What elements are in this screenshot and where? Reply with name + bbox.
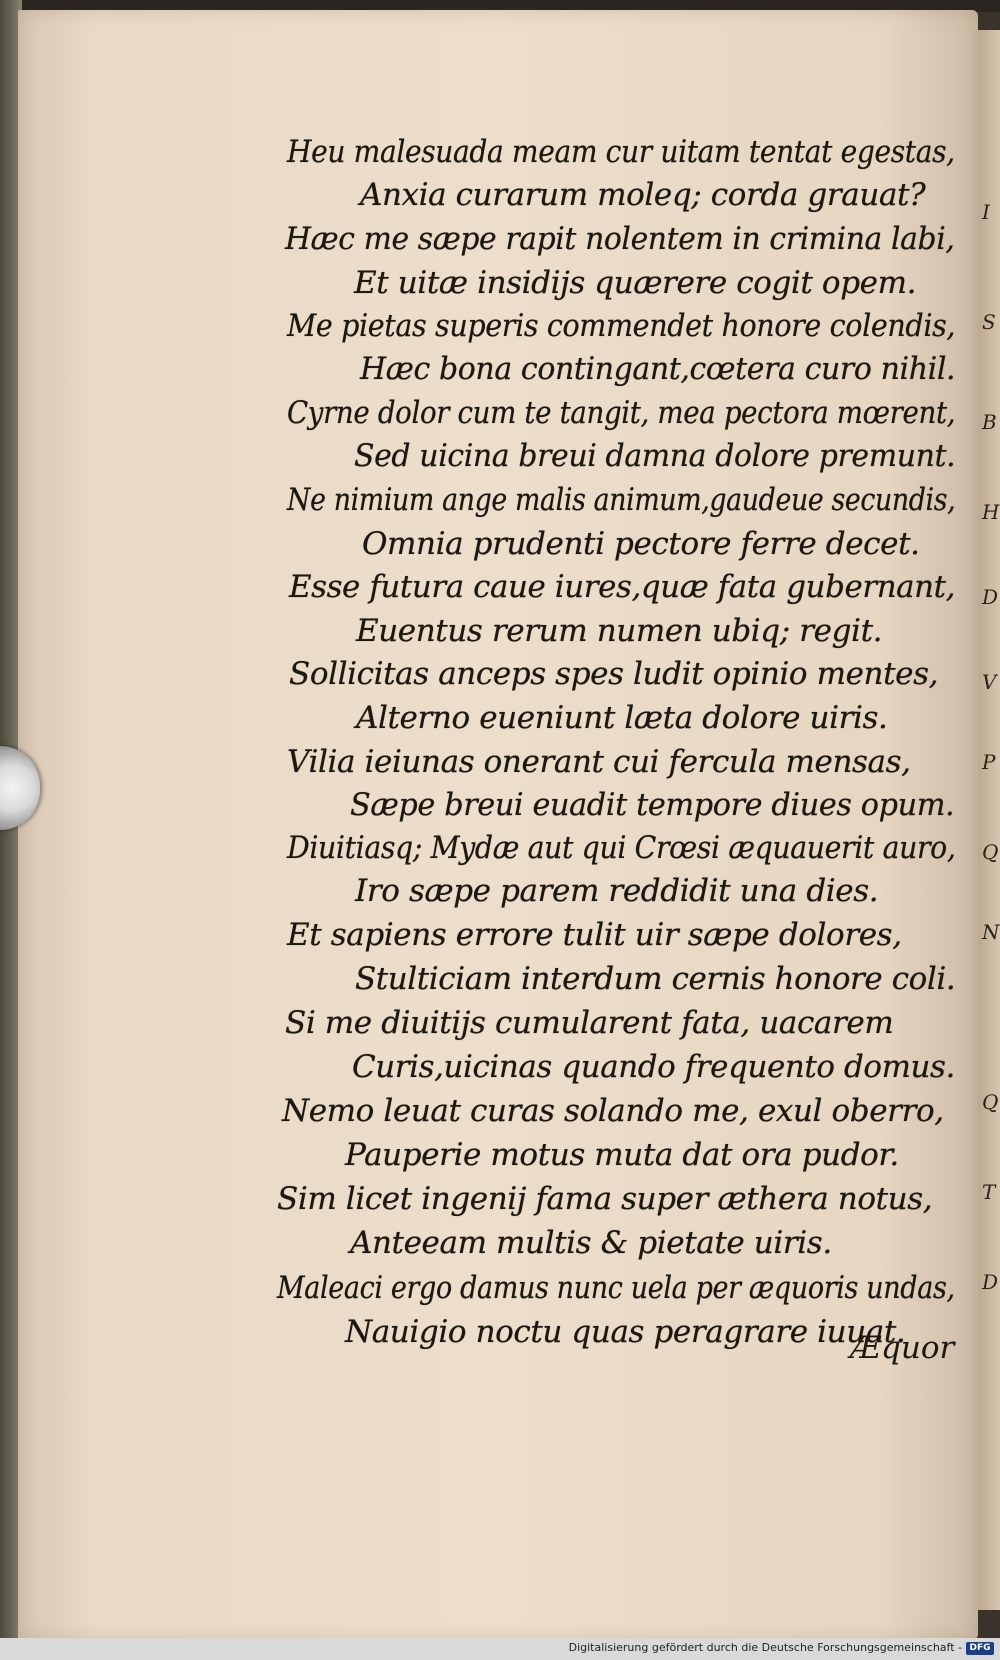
poem-line: Nauigio noctu quas peragrare iuuat.: [345, 1314, 906, 1350]
poem-line: Si me diuitijs cumularent fata, uacarem: [285, 1005, 894, 1041]
poem-line: Et sapiens errore tulit uir sæpe dolores,: [287, 917, 902, 953]
catchword: Æquor: [850, 1330, 955, 1366]
poem-line: Diuitiasq; Mydæ aut qui Crœsi æquauerit auro,: [287, 830, 956, 866]
next-page-letter: V: [982, 670, 997, 694]
poem-line: Hæc bona contingant,cœtera curo nihil.: [360, 351, 956, 387]
poem-line: Iro sæpe parem reddidit una dies.: [355, 873, 879, 909]
poem-line: Anxia curarum moleq; corda grauat?: [360, 177, 926, 213]
poem-line: Maleaci ergo damus nunc uela per æquoris undas,: [277, 1270, 955, 1306]
next-page-letter: I: [982, 200, 990, 224]
poem-line: Esse futura caue iures,quæ fata gubernant,: [289, 569, 956, 605]
poem-line: Et uitæ insidijs quærere cogit opem.: [354, 265, 917, 301]
next-page-letter: H: [982, 500, 1000, 524]
poem-line: Sæpe breui euadit tempore diues opum.: [350, 787, 955, 823]
poem-line: Curis,uicinas quando frequento domus.: [352, 1049, 955, 1085]
next-page-letter: P: [982, 750, 996, 774]
poem-line: Heu malesuada meam cur uitam tentat egestas,: [287, 134, 955, 170]
poem-line: Stulticiam interdum cernis honore coli.: [355, 961, 956, 997]
next-page-letter: S: [982, 310, 996, 334]
next-page-letter: T: [982, 1180, 996, 1204]
next-page-letter: Q: [982, 1090, 999, 1114]
poem-line: Sollicitas anceps spes ludit opinio mentes,: [289, 656, 939, 692]
next-page-letter: D: [982, 1270, 999, 1294]
next-page-letter: Q: [982, 840, 999, 864]
poem-line: Alterno eueniunt læta dolore uiris.: [356, 700, 888, 736]
poem-line: Pauperie motus muta dat ora pudor.: [345, 1137, 899, 1173]
next-page-letter: N: [982, 920, 1000, 944]
dfg-logo-icon: DFG: [966, 1642, 994, 1655]
poem-line: Nemo leuat curas solando me, exul oberro,: [282, 1093, 944, 1129]
next-page-letter: D: [982, 585, 999, 609]
poem-line: Euentus rerum numen ubiq; regit.: [356, 613, 883, 649]
next-page-letter: B: [982, 410, 997, 434]
poem-line: Sed uicina breui damna dolore premunt.: [354, 438, 956, 474]
digitization-footer: [0, 1638, 1000, 1660]
poem-line: Anteeam multis & pietate uiris.: [350, 1225, 832, 1261]
poem-line: Me pietas superis commendet honore colendis,: [287, 308, 956, 344]
poem-line: Cyrne dolor cum te tangit, mea pectora mœrent,: [287, 395, 956, 431]
footer-credit-text: Digitalisierung gefördert durch die Deutsche Forschungsgemeinschaft -: [568, 1641, 962, 1654]
poem-line: Sim licet ingenij fama super æthera notus,: [277, 1181, 933, 1217]
poem-line: Vilia ieiunas onerant cui fercula mensas,: [287, 744, 911, 780]
poem-line: Ne nimium ange malis animum,gaudeue secundis,: [287, 482, 956, 518]
poem-line: Omnia prudenti pectore ferre decet.: [362, 526, 920, 562]
poem-line: Hæc me sæpe rapit nolentem in crimina labi,: [285, 221, 955, 257]
